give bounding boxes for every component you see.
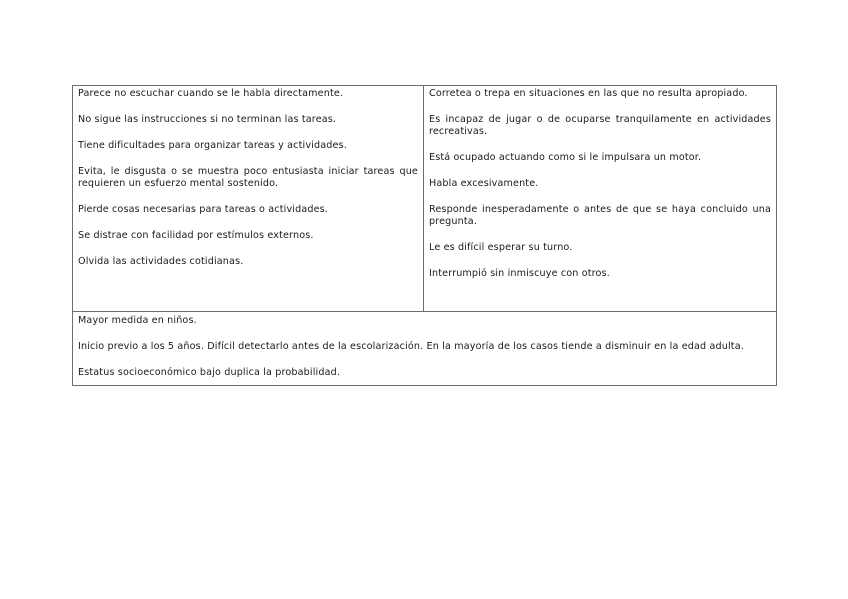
inattention-item: No sigue las instrucciones si no terminan las tareas.	[78, 114, 337, 125]
hyperactivity-item: Interrumpió sin inmiscuye con otros.	[429, 268, 610, 279]
inattention-item: Tiene dificultades para organizar tareas y actividades.	[78, 140, 347, 151]
hyperactivity-item: Está ocupado actuando como si le impulsara un motor.	[429, 152, 702, 163]
hyperactivity-column	[424, 86, 776, 311]
inattention-column	[73, 86, 424, 311]
symptoms-row	[73, 86, 776, 312]
inattention-item: Pierde cosas necesarias para tareas o actividades.	[78, 204, 328, 215]
note-item: Inicio previo a los 5 años. Difícil detectarlo antes de la escolarización. En la mayoría de los casos tiende a disminuir en la edad adulta.	[78, 341, 744, 352]
hyperactivity-item: Corretea o trepa en situaciones en las que no resulta apropiado.	[429, 88, 748, 99]
inattention-item: Parece no escuchar cuando se le habla directamente.	[78, 88, 344, 99]
hyperactivity-item: Habla excesivamente.	[429, 178, 539, 189]
symptoms-table	[72, 85, 777, 386]
note-item: Mayor medida en niños.	[78, 315, 197, 326]
hyperactivity-item: Le es difícil esperar su turno.	[429, 242, 573, 253]
hyperactivity-item: Es incapaz de jugar o de ocuparse tranquilamente en actividades recreativas.	[429, 114, 771, 137]
hyperactivity-item: Responde inesperadamente o antes de que se haya concluido una pregunta.	[429, 204, 771, 227]
inattention-item: Olvida las actividades cotidianas.	[78, 256, 244, 267]
inattention-item: Evita, le disgusta o se muestra poco entusiasta iniciar tareas que requieren un esfuerzo mental sostenido.	[78, 166, 418, 189]
note-item: Estatus socioeconómico bajo duplica la probabilidad.	[78, 367, 341, 378]
notes-row	[73, 312, 776, 385]
inattention-item: Se distrae con facilidad por estímulos externos.	[78, 230, 314, 241]
